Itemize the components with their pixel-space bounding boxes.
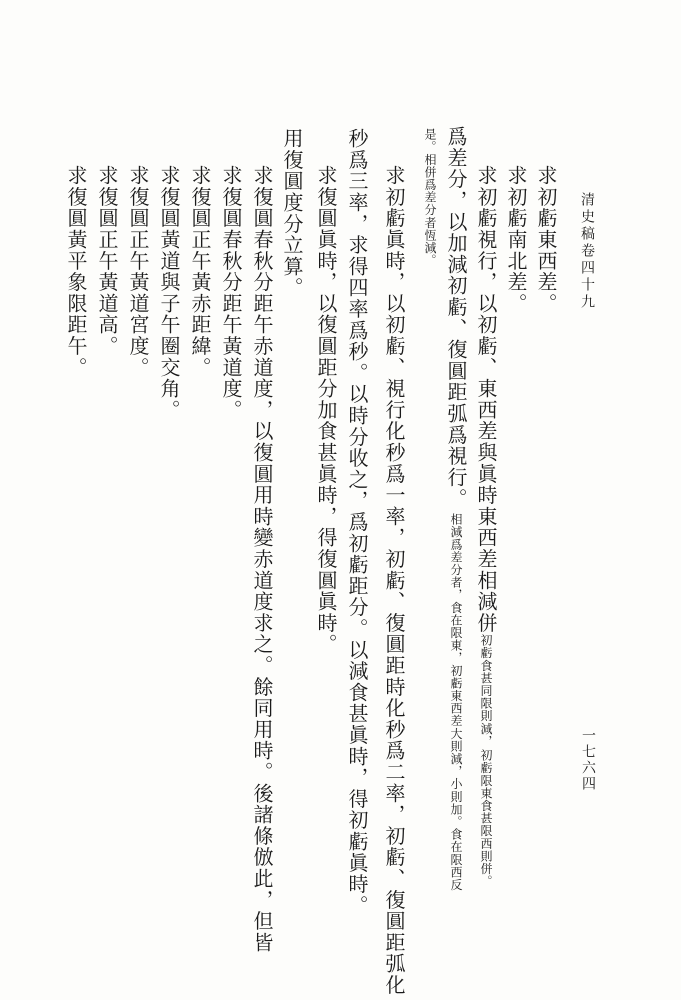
text-column-11: 求復圓正午黃赤距緯。 [188, 165, 212, 378]
text-column-4 [446, 126, 466, 891]
text-column-8: 求復圓眞時，以復圓距分加食甚眞時，得復圓眞時。 [314, 165, 338, 655]
annotation-line-2: 初虧限東食甚限西則併。 [479, 749, 493, 888]
running-header-title: 清史稿卷四十九 [579, 192, 595, 311]
text-column-3 [476, 165, 496, 888]
page-number: 一七六四 [580, 728, 596, 792]
text-column-3-annotation [480, 634, 492, 888]
text-column-3-main: 求初虧視行，以初虧、東西差與眞時東西差相減併 [474, 165, 498, 634]
text-column-9a: 求復圓春秋分距午赤道度，以復圓用時變赤道度求之。餘同用時。後諸條倣此，但皆 [250, 165, 274, 954]
text-column-4-main: 爲差分，以加減初虧、復圓距弧爲視行。 [444, 126, 468, 510]
text-column-6: 求初虧眞時，以初虧、視行化秒爲一率，初虧、復圓距時化秒爲二率，初虧、復圓距弧化 [382, 165, 406, 996]
text-column-10: 求復圓春秋分距午黃道度。 [219, 165, 243, 421]
text-column-15: 求復圓黃平象限距午。 [64, 165, 88, 378]
text-column-12: 求復圓黃道與子午圈交角。 [157, 165, 181, 421]
text-column-4-annotation: 相減爲差分者，食在限東，初虧東西差大則減，小則加。食在限西反 [449, 513, 463, 892]
text-column-2: 求初虧南北差。 [504, 165, 528, 315]
annotation-line-1: 初虧食甚同限則減， [479, 633, 493, 748]
text-column-13: 求復圓正午黃道宮度。 [126, 165, 150, 378]
text-column-1: 求初虧東西差。 [534, 165, 558, 315]
text-column-5-annotation: 是。相併爲差分者恆減。 [423, 128, 437, 267]
text-column-7: 秒爲三率，求得四率爲秒。以時分收之，爲初虧距分。以減食甚眞時，得初虧眞時。 [345, 128, 369, 917]
text-column-9: 用復圓度分立算。 [280, 128, 304, 299]
text-column-14: 求復圓正午黃道高。 [95, 165, 119, 357]
